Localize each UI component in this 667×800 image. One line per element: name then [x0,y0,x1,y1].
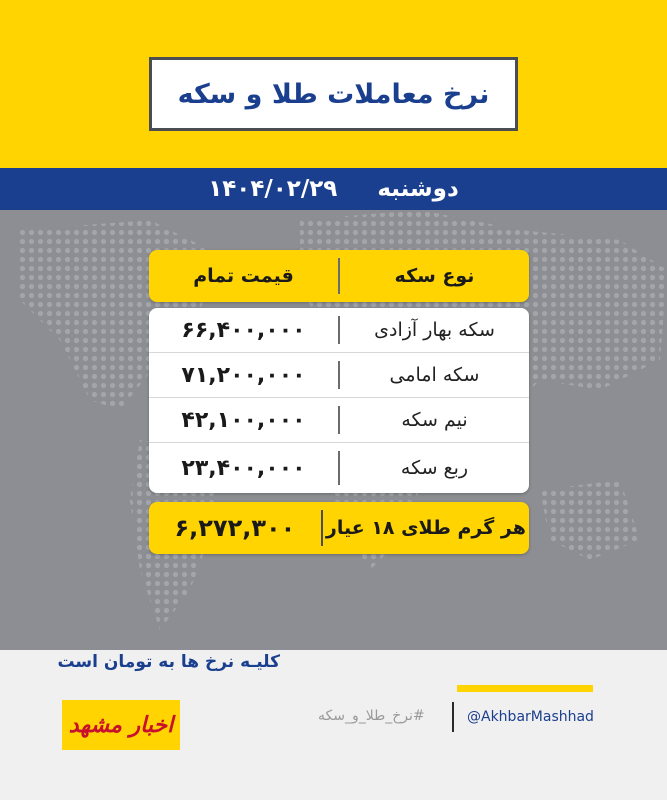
gold-price-bar [149,502,529,554]
page-title: نرخ معاملات طلا و سکه [177,78,490,110]
coin-price: ۲۳,۴۰۰,۰۰۰ [181,455,306,481]
logo-text: اخبار مشهد [68,712,174,738]
coin-name: نیم سکه [401,409,468,431]
social-handle-link[interactable]: @AkhbarMashhad [467,709,594,725]
table-row [149,398,529,443]
coin-name: ربع سکه [400,457,469,479]
table-row [149,443,529,493]
day-text: دوشنبه [377,176,459,202]
title-box [149,57,518,131]
akhbar-mashhad-logo [62,700,180,750]
coin-price: ۴۲,۱۰۰,۰۰۰ [181,407,306,433]
table-row [149,353,529,398]
table-body [149,308,529,493]
table-header [149,250,529,302]
coin-price-table [149,250,529,493]
hashtag-link[interactable]: #نرخ_طلا_و_سکه [318,708,425,724]
table-row [149,308,529,353]
footer-divider [452,702,454,732]
column-header-price: قیمت تمام [193,265,294,287]
coin-name: سکه امامی [389,364,480,386]
date-text: ۱۴۰۴/۰۲/۲۹ [208,176,338,202]
date-bar [0,168,667,210]
footer-accent-line [457,685,593,692]
column-header-coin-type: نوع سکه [394,265,475,287]
coin-price: ۷۱,۲۰۰,۰۰۰ [181,362,306,388]
coin-price: ۶۶,۴۰۰,۰۰۰ [181,317,306,343]
coin-name: سکه بهار آزادی [374,319,495,341]
gold-label: هر گرم طلای ۱۸ عیار [325,517,526,539]
currency-note: کلیـه نرخ ها به تومان است [57,652,280,672]
gold-price: ۶,۲۷۲,۳۰۰ [174,514,296,542]
